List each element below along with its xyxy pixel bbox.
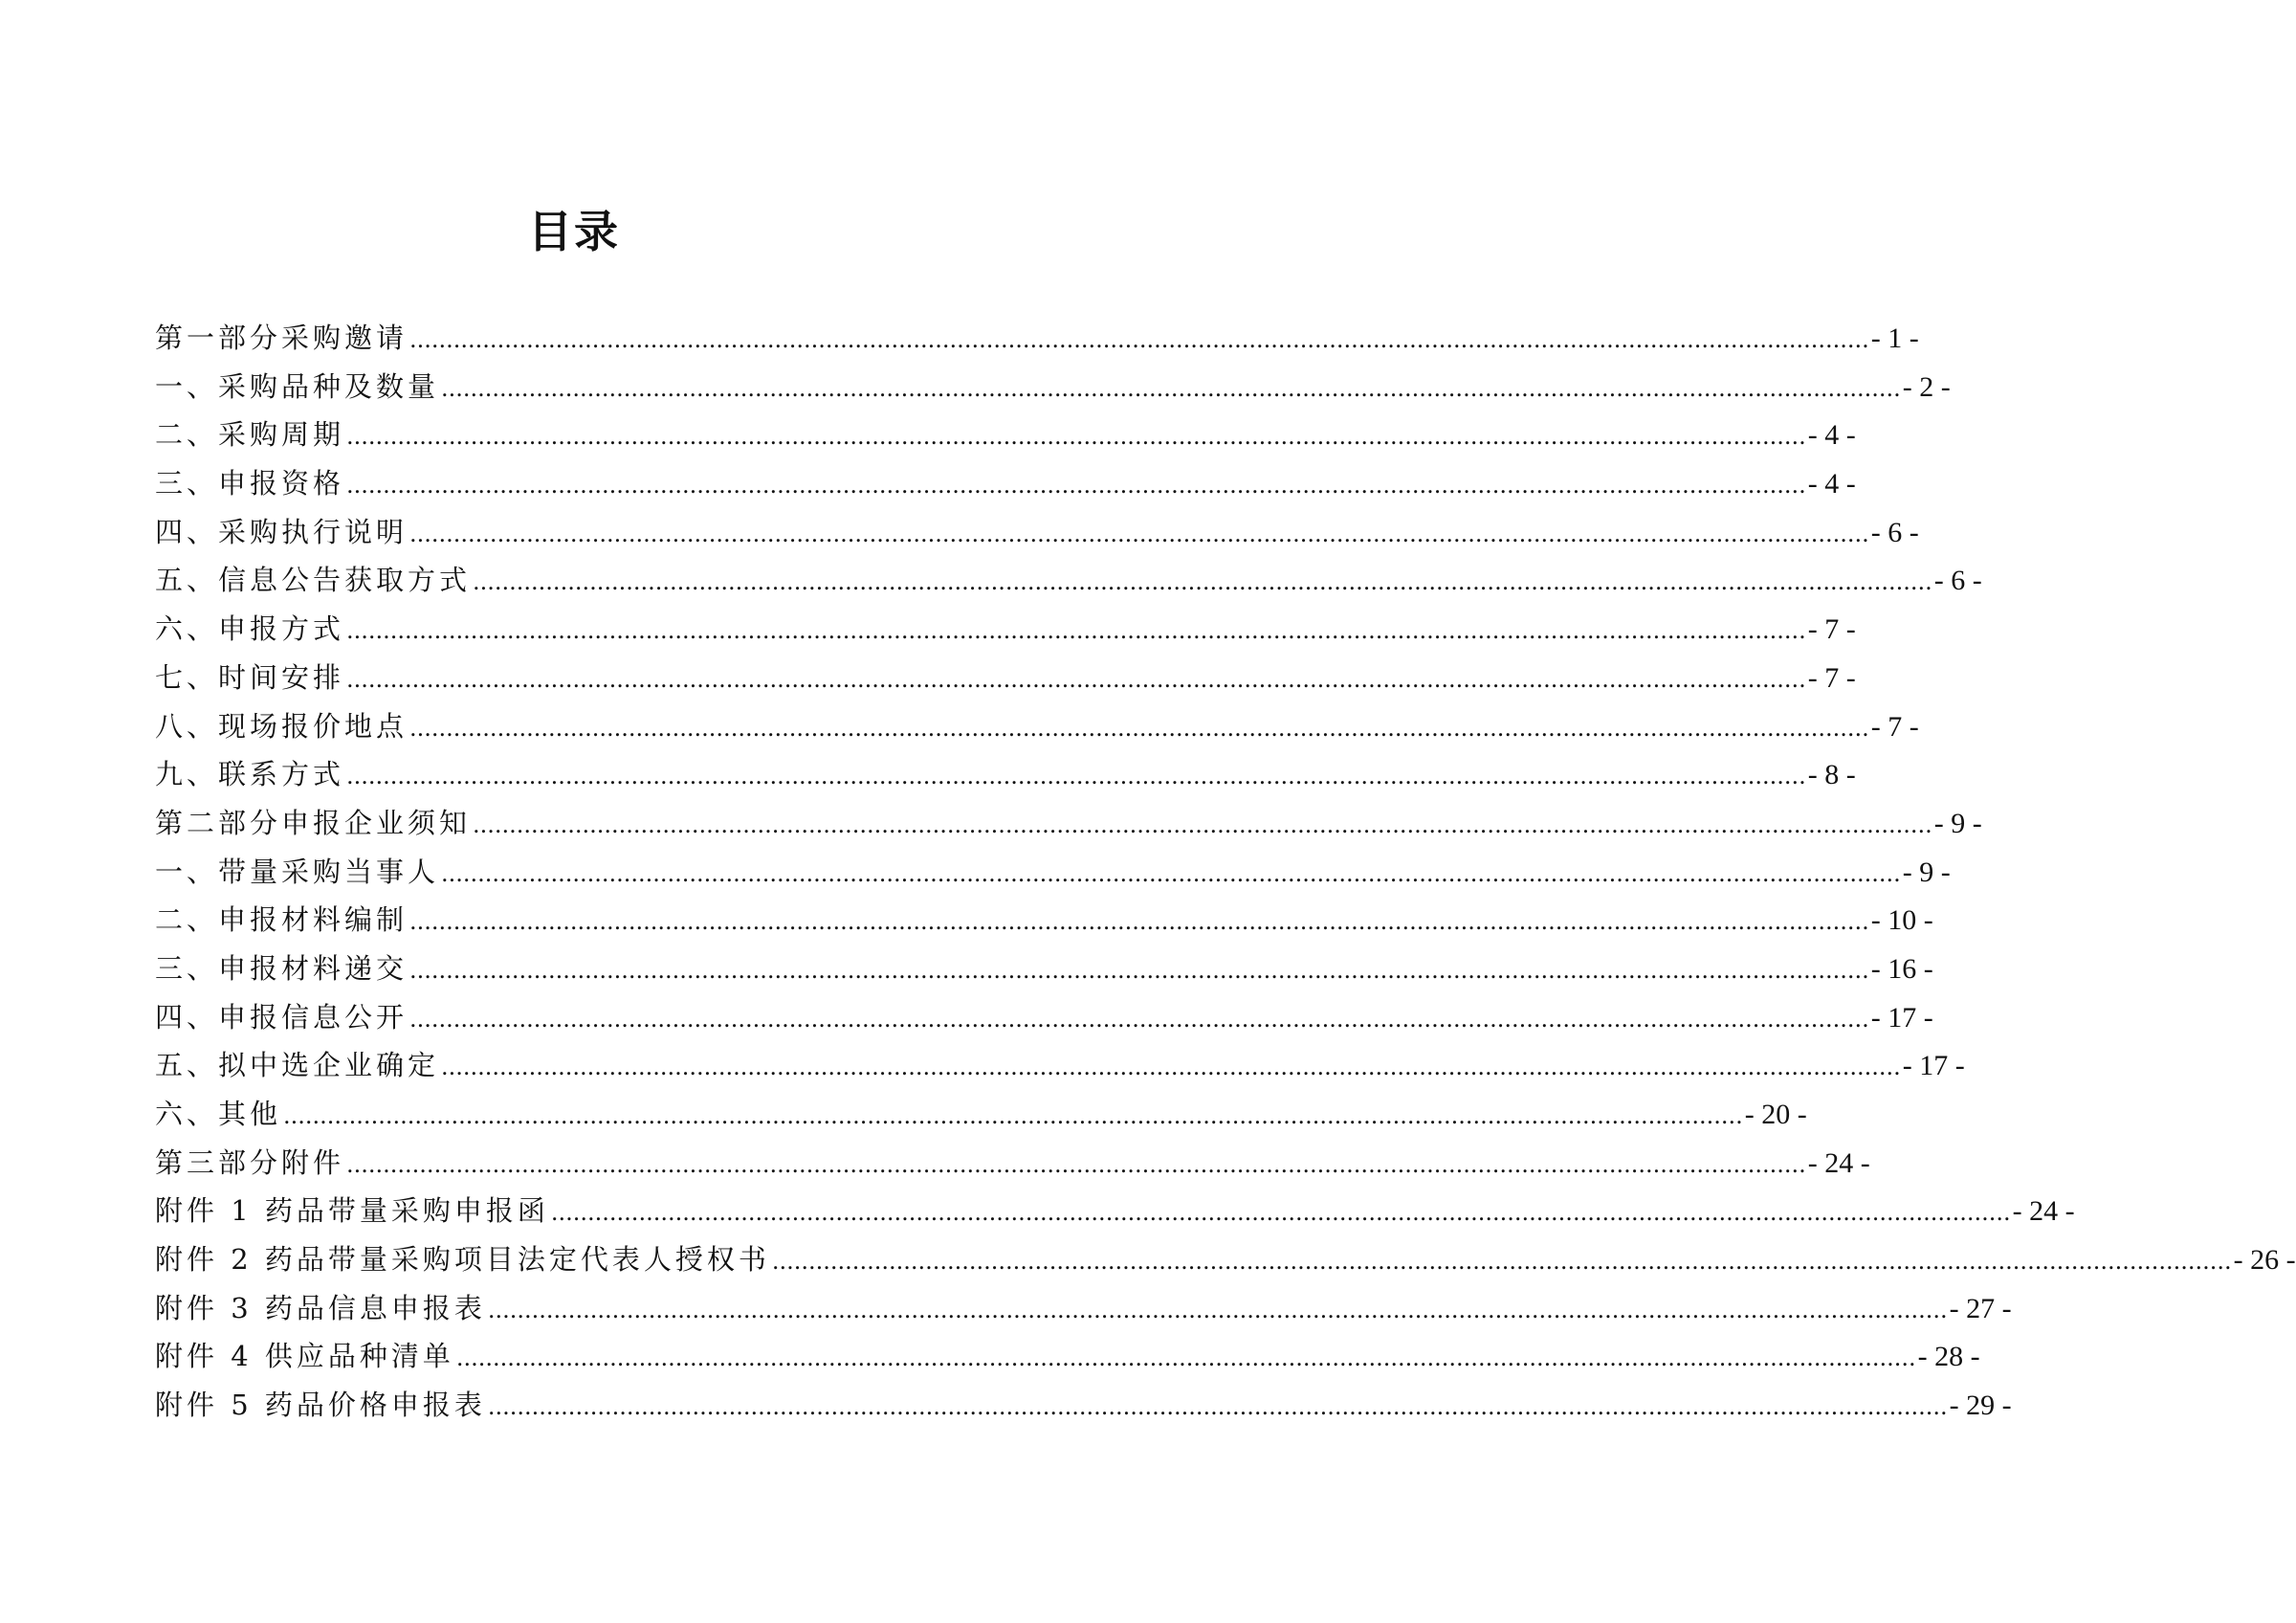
toc-entry[interactable] (155, 654, 1856, 702)
dot-leader: ........................................................................................................................................................................................................ (409, 714, 1869, 742)
toc-entry-label: 三、申报资格 (155, 467, 345, 500)
toc-entry[interactable] (155, 799, 1982, 848)
toc-entry[interactable] (155, 1090, 1807, 1139)
toc-entry[interactable] (155, 1284, 2012, 1333)
toc-entry-label: 六、其他 (155, 1098, 282, 1130)
toc-entry-page: - 6 - (1870, 516, 1919, 548)
toc-entry-label: 附件 5 药品价格申报表 (155, 1389, 486, 1422)
dot-leader: ........................................................................................................................................................................................................ (455, 1345, 1916, 1372)
dot-leader: ........................................................................................................................................................................................................ (283, 1102, 1743, 1129)
toc-entry-page: - 7 - (1807, 661, 1856, 694)
toc-entry[interactable] (155, 605, 1856, 654)
toc-entry-label: 八、现场报价地点 (155, 709, 408, 743)
toc-entry-label: 九、联系方式 (155, 758, 345, 791)
toc-entry[interactable] (155, 1139, 1870, 1188)
toc-entry-label: 七、时间安排 (155, 660, 345, 694)
toc-entry-label: 附件 4 供应品种清单 (155, 1340, 454, 1373)
toc-entry[interactable] (155, 702, 1919, 751)
toc-entry[interactable] (155, 993, 1933, 1042)
dot-leader: ........................................................................................................................................................................................................ (441, 859, 1901, 887)
toc-entry-page: - 8 - (1807, 759, 1856, 791)
toc-entry-label: 二、申报材料编制 (155, 903, 408, 937)
toc-entry-label: 第二部分申报企业须知 (155, 806, 472, 839)
toc-entry-page: - 7 - (1870, 710, 1919, 743)
dot-leader: ........................................................................................................................................................................................................ (346, 763, 1806, 790)
toc-entry-label: 一、采购品种及数量 (155, 369, 440, 403)
toc-entry-label: 附件 2 药品带量采购项目法定代表人授权书 (155, 1243, 770, 1277)
toc-entry[interactable] (155, 508, 1919, 557)
dot-leader: ........................................................................................................................................................................................................ (473, 811, 1932, 838)
dot-leader: ........................................................................................................................................................................................................ (441, 1054, 1901, 1081)
toc-entry-page: - 9 - (1933, 807, 1982, 839)
toc-entry[interactable] (155, 848, 1951, 897)
toc-entry-page: - 27 - (1949, 1292, 2012, 1324)
dot-leader: ........................................................................................................................................................................................................ (487, 1393, 1948, 1421)
toc-entry[interactable] (155, 411, 1856, 459)
toc-entry-page: - 24 - (2012, 1195, 2075, 1228)
dot-leader: ........................................................................................................................................................................................................ (346, 617, 1806, 645)
toc-entry[interactable] (155, 363, 1951, 411)
toc-entry-label: 附件 1 药品带量采购申报函 (155, 1194, 549, 1228)
dot-leader: ........................................................................................................................................................................................................ (409, 908, 1869, 936)
toc-entry-label: 附件 3 药品信息申报表 (155, 1291, 486, 1324)
toc-entry-page: - 28 - (1917, 1341, 1980, 1373)
toc-entry[interactable] (155, 1235, 2296, 1284)
toc-entry[interactable] (155, 556, 1982, 605)
dot-leader: ........................................................................................................................................................................................................ (473, 568, 1932, 596)
toc-entry[interactable] (155, 896, 1933, 945)
toc-entry[interactable] (155, 314, 1919, 363)
dot-leader: ........................................................................................................................................................................................................ (550, 1199, 2011, 1227)
toc-entry-page: - 1 - (1870, 322, 1919, 354)
toc-entry[interactable] (155, 945, 1933, 993)
toc-entry-page: - 10 - (1870, 904, 1933, 937)
dot-leader: ........................................................................................................................................................................................................ (409, 956, 1869, 984)
toc-entry-label: 五、拟中选企业确定 (155, 1049, 440, 1082)
toc-entry-page: - 4 - (1807, 419, 1856, 452)
toc-entry-label: 第三部分附件 (155, 1145, 345, 1179)
toc-entry[interactable] (155, 459, 1856, 508)
toc-entry-label: 四、申报信息公开 (155, 1000, 408, 1034)
table-of-contents (155, 314, 2296, 1430)
dot-leader: ........................................................................................................................................................................................................ (487, 1296, 1948, 1323)
toc-entry-page: - 20 - (1744, 1099, 1807, 1130)
dot-leader: ........................................................................................................................................................................................................ (346, 665, 1806, 693)
page-title: 目录 (528, 206, 620, 257)
toc-entry-page: - 9 - (1902, 856, 1951, 888)
toc-entry-page: - 2 - (1902, 370, 1951, 403)
toc-entry-page: - 4 - (1807, 468, 1856, 500)
toc-entry-label: 一、带量采购当事人 (155, 855, 440, 888)
dot-leader: ........................................................................................................................................................................................................ (346, 1150, 1806, 1178)
toc-entry-page: - 7 - (1807, 613, 1856, 646)
dot-leader: ........................................................................................................................................................................................................ (409, 326, 1869, 353)
toc-entry[interactable] (155, 750, 1856, 799)
dot-leader: ........................................................................................................................................................................................................ (346, 472, 1806, 500)
toc-entry-label: 第一部分采购邀请 (155, 322, 408, 354)
toc-entry[interactable] (155, 1332, 1980, 1381)
toc-entry-page: - 16 - (1870, 952, 1933, 985)
toc-entry-label: 五、信息公告获取方式 (155, 564, 472, 597)
dot-leader: ........................................................................................................................................................................................................ (346, 423, 1806, 451)
dot-leader: ........................................................................................................................................................................................................ (409, 1005, 1869, 1033)
toc-entry-page: - 17 - (1870, 1001, 1933, 1034)
toc-entry-label: 六、申报方式 (155, 612, 345, 646)
toc-entry[interactable] (155, 1381, 2012, 1430)
dot-leader: ........................................................................................................................................................................................................ (771, 1248, 2232, 1276)
toc-entry-page: - 17 - (1902, 1050, 1965, 1082)
toc-entry-page: - 6 - (1933, 565, 1982, 597)
toc-entry-label: 三、申报材料递交 (155, 951, 408, 985)
toc-entry[interactable] (155, 1041, 1965, 1090)
toc-entry-label: 二、采购周期 (155, 418, 345, 452)
toc-entry-page: - 26 - (2233, 1244, 2296, 1277)
dot-leader: ........................................................................................................................................................................................................ (441, 374, 1901, 402)
toc-entry[interactable] (155, 1187, 2075, 1235)
toc-entry-label: 四、采购执行说明 (155, 515, 408, 548)
dot-leader: ........................................................................................................................................................................................................ (409, 520, 1869, 547)
toc-entry-page: - 24 - (1807, 1146, 1870, 1179)
toc-entry-page: - 29 - (1949, 1390, 2012, 1422)
